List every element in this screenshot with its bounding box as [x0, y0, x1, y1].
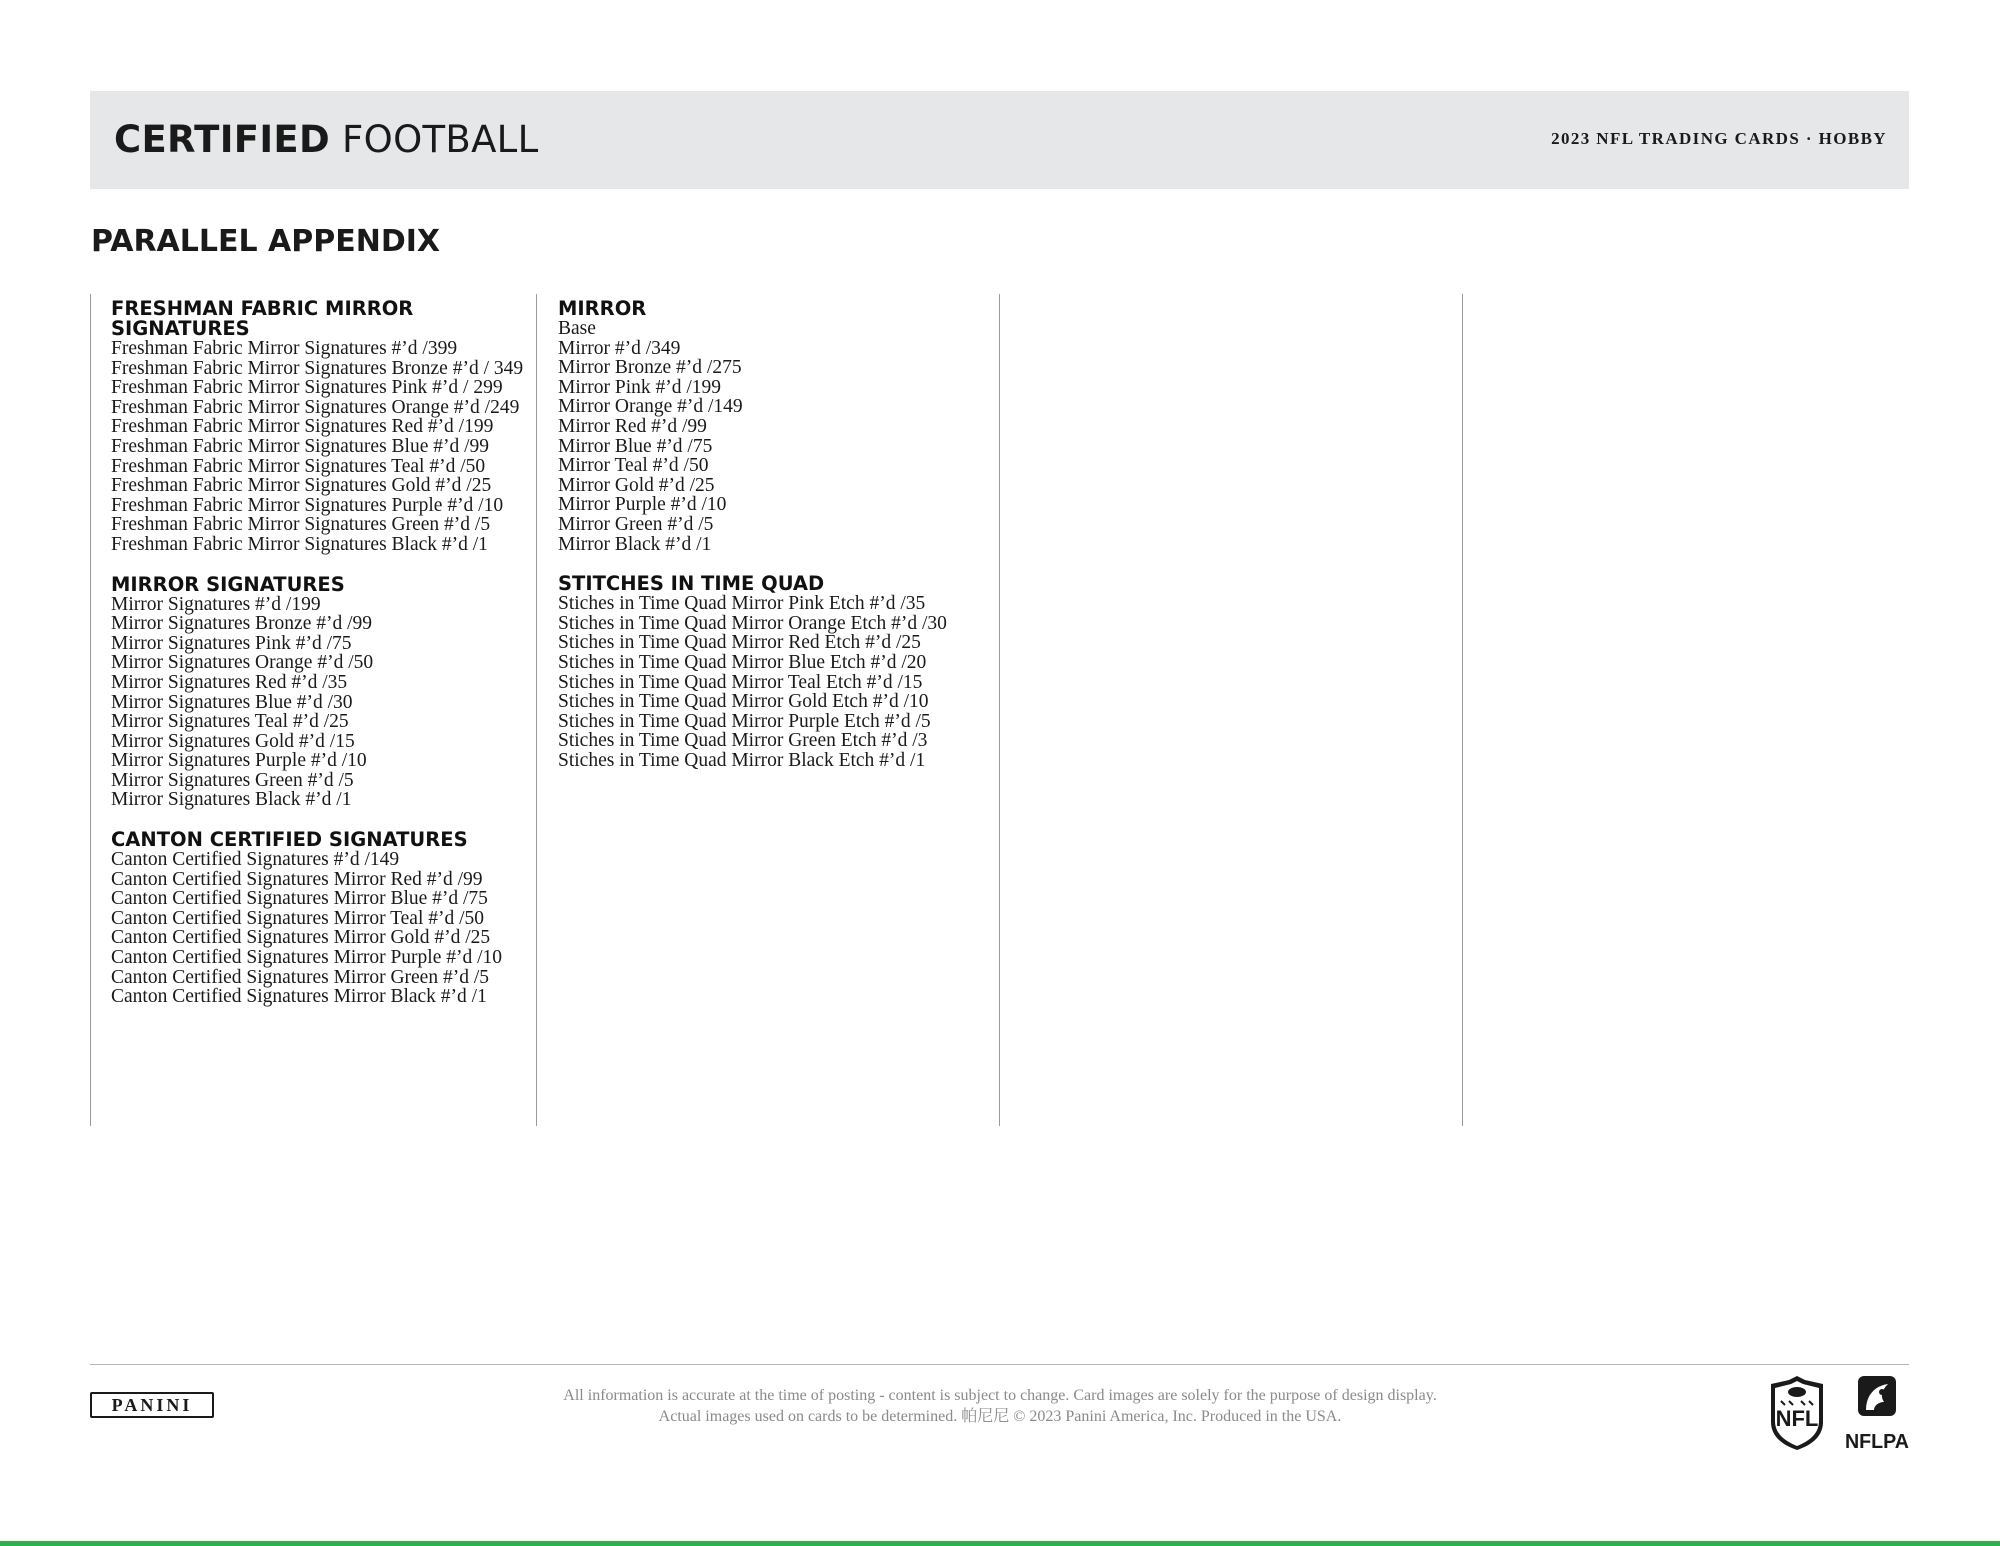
page-title: PARALLEL APPENDIX — [91, 224, 441, 259]
parallel-item: Freshman Fabric Mirror Signatures Red #’d /199 — [111, 416, 494, 438]
header-subtitle: 2023 NFL TRADING CARDS · HOBBY — [1551, 129, 1887, 148]
parallel-item: Canton Certified Signatures Mirror Gold #’d /25 — [111, 927, 491, 949]
parallel-item: Mirror Signatures Bronze #’d /99 — [111, 613, 373, 635]
parallel-item: Base — [558, 318, 596, 339]
parallel-item: Stiches in Time Quad Mirror Pink Etch #’d /35 — [558, 593, 926, 615]
parallel-item: Freshman Fabric Mirror Signatures Orange #’d /249 — [111, 396, 520, 418]
parallel-item: Canton Certified Signatures #’d /149 — [111, 849, 400, 871]
parallel-item: Mirror Bronze #’d /275 — [558, 357, 742, 379]
panini-logo-text: PANINI — [111, 1394, 193, 1415]
footer-divider — [90, 1364, 1909, 1365]
parallel-item: Mirror #’d /349 — [558, 337, 681, 359]
parallel-item: Freshman Fabric Mirror Signatures Black #’d /1 — [111, 533, 488, 555]
parallel-item: Mirror Green #’d /5 — [558, 513, 714, 535]
parallel-item: Mirror Gold #’d /25 — [558, 474, 715, 496]
parallel-item: Freshman Fabric Mirror Signatures Purple #’d /10 — [111, 494, 504, 516]
parallel-item: Freshman Fabric Mirror Signatures Teal #’d /50 — [111, 455, 486, 477]
nfl-logo-text: NFL — [1775, 1406, 1819, 1431]
parallel-item: Mirror Signatures #’d /199 — [111, 593, 321, 615]
parallel-list — [558, 319, 988, 554]
parallel-section — [558, 299, 988, 554]
parallel-item: Mirror Signatures Blue #’d /30 — [111, 691, 353, 713]
parallel-list — [111, 595, 526, 811]
parallel-item: Mirror Signatures Black #’d /1 — [111, 789, 352, 811]
parallel-item: Mirror Orange #’d /149 — [558, 396, 743, 418]
parallel-item: Mirror Pink #’d /199 — [558, 376, 722, 398]
header-band — [90, 91, 1909, 189]
parallel-item: Mirror Red #’d /99 — [558, 415, 707, 437]
column-divider — [90, 294, 91, 1126]
parallel-item: Freshman Fabric Mirror Signatures Pink #’d / 299 — [111, 377, 503, 399]
parallel-section — [111, 830, 526, 1007]
section-title: STITCHES IN TIME QUAD — [558, 572, 825, 596]
column-1 — [111, 299, 526, 1027]
parallel-item: Stiches in Time Quad Mirror Red Etch #’d /25 — [558, 632, 921, 654]
section-title: MIRROR SIGNATURES — [111, 572, 345, 596]
parallel-item: Canton Certified Signatures Mirror Red #’d /99 — [111, 868, 483, 890]
parallel-item: Canton Certified Signatures Mirror Purple #’d /10 — [111, 947, 503, 969]
parallel-item: Canton Certified Signatures Mirror Black #’d /1 — [111, 986, 487, 1008]
parallel-item: Freshman Fabric Mirror Signatures #’d /399 — [111, 338, 458, 359]
nflpa-logo — [1844, 1374, 1910, 1454]
section-title: MIRROR — [558, 297, 647, 320]
nfl-shield-logo — [1767, 1374, 1827, 1452]
nflpa-logo-text: NFLPA — [1845, 1431, 1909, 1453]
parallel-section — [558, 574, 988, 770]
disclaimer — [440, 1385, 1560, 1427]
parallel-list — [111, 339, 526, 555]
parallel-item: Stiches in Time Quad Mirror Blue Etch #’d /20 — [558, 651, 927, 673]
brand-bold: CERTIFIED — [114, 118, 330, 161]
parallel-item: Stiches in Time Quad Mirror Teal Etch #’d /15 — [558, 671, 923, 693]
parallel-list — [111, 850, 526, 1007]
disclaimer-line-2: Actual images used on cards to be determined. 帕尼尼 © 2023 Panini America, Inc. Produced in the USA. — [658, 1408, 1342, 1425]
parallel-item: Mirror Signatures Red #’d /35 — [111, 671, 348, 693]
parallel-item: Mirror Teal #’d /50 — [558, 455, 709, 477]
parallel-item: Stiches in Time Quad Mirror Purple Etch #’d /5 — [558, 710, 931, 732]
parallel-item: Mirror Black #’d /1 — [558, 533, 712, 555]
footer-accent-bar — [0, 1541, 2000, 1546]
parallel-item: Canton Certified Signatures Mirror Blue #’d /75 — [111, 888, 488, 910]
column-divider — [536, 294, 537, 1126]
brand-light: FOOTBALL — [330, 118, 539, 161]
parallel-item: Stiches in Time Quad Mirror Orange Etch #’d /30 — [558, 612, 947, 634]
parallel-item: Freshman Fabric Mirror Signatures Blue #’d /99 — [111, 435, 490, 457]
parallel-list — [558, 594, 988, 770]
parallel-item: Canton Certified Signatures Mirror Teal #’d /50 — [111, 907, 485, 929]
section-title: FRESHMAN FABRIC MIRROR SIGNATURES — [111, 297, 414, 340]
parallel-item: Canton Certified Signatures Mirror Green #’d /5 — [111, 966, 489, 988]
column-divider — [999, 294, 1000, 1126]
panini-logo — [90, 1392, 214, 1418]
disclaimer-line-1: All information is accurate at the time of posting - content is subject to change. Card images are solely for the purpose of design display. — [563, 1387, 1437, 1404]
parallel-item: Freshman Fabric Mirror Signatures Bronze #’d / 349 — [111, 357, 524, 379]
parallel-item: Stiches in Time Quad Mirror Black Etch #’d /1 — [558, 749, 926, 771]
section-title: CANTON CERTIFIED SIGNATURES — [111, 828, 468, 852]
brand-title — [114, 117, 539, 163]
parallel-item: Mirror Signatures Green #’d /5 — [111, 769, 354, 791]
column-2 — [558, 299, 988, 790]
parallel-item: Mirror Signatures Pink #’d /75 — [111, 632, 352, 654]
parallel-item: Stiches in Time Quad Mirror Gold Etch #’d /10 — [558, 691, 929, 713]
parallel-section — [111, 572, 526, 811]
parallel-item: Stiches in Time Quad Mirror Green Etch #’d /3 — [558, 730, 928, 752]
parallel-item: Freshman Fabric Mirror Signatures Gold #’d /25 — [111, 475, 492, 497]
parallel-item: Mirror Purple #’d /10 — [558, 494, 727, 516]
column-divider — [1462, 294, 1463, 1126]
parallel-item: Freshman Fabric Mirror Signatures Green #’d /5 — [111, 514, 491, 536]
parallel-item: Mirror Signatures Orange #’d /50 — [111, 652, 374, 674]
parallel-item: Mirror Signatures Purple #’d /10 — [111, 750, 367, 772]
parallel-item: Mirror Signatures Teal #’d /25 — [111, 711, 349, 733]
parallel-item: Mirror Signatures Gold #’d /15 — [111, 730, 355, 752]
parallel-section — [111, 299, 526, 555]
parallel-item: Mirror Blue #’d /75 — [558, 435, 713, 457]
